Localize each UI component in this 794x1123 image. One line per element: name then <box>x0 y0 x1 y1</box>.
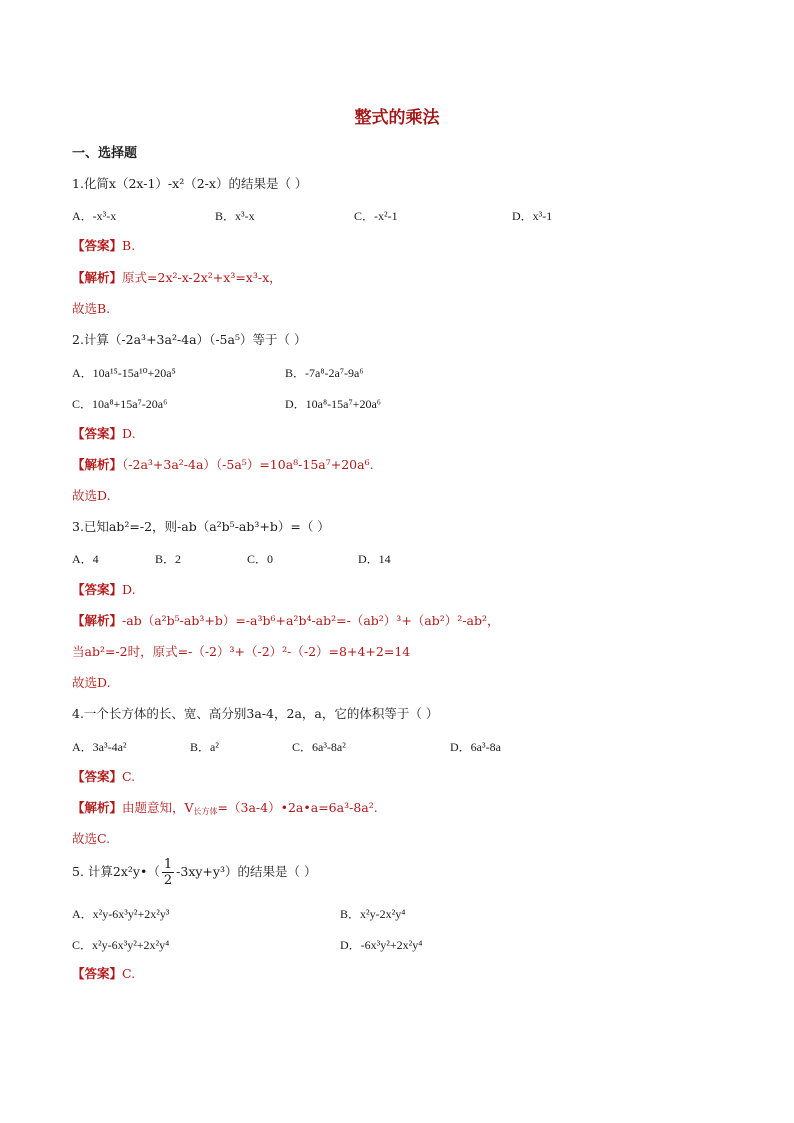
analysis-text: （-2a³+3a²-4a）（-5a⁵）=10a⁸-15a⁷+20a⁶. <box>122 457 374 472</box>
question-1-analysis <box>72 270 282 286</box>
question-1-stem: 1.化简x（2x-1）-x²（2-x）的结果是（ ） <box>72 176 308 191</box>
question-4-stem: 4.一个长方体的长、宽、高分别3a-4，2a，a，它的体积等于（ ） <box>72 706 439 721</box>
answer-value: C. <box>122 966 136 981</box>
question-3-analysis <box>72 613 499 629</box>
question-1-option-a: A．-x³-x <box>72 209 117 223</box>
question-3-option-b: B．2 <box>155 552 182 566</box>
question-2-answer <box>72 426 136 442</box>
fraction <box>162 857 174 888</box>
page-title: 整式的乘法 <box>354 108 440 128</box>
analysis-label: 【解析】 <box>72 800 123 815</box>
analysis-label: 【解析】 <box>72 270 123 285</box>
analysis-text-post: =（3a-4）•2a•a=6a³-8a². <box>217 800 378 815</box>
answer-value: C. <box>122 769 136 784</box>
analysis-text: -ab（a²b⁵-ab³+b）=-a³b⁶+a²b⁴-ab²=-（ab²）³+（ab²）²-ab²， <box>122 613 500 628</box>
question-3-option-d: D．14 <box>358 552 391 566</box>
question-3-extra: 当ab²=-2时，原式=-（-2）³+（-2）²-（-2）=8+4+2=14 <box>72 644 411 659</box>
question-3-option-a: A．4 <box>72 552 99 566</box>
question-1-conclusion: 故选B. <box>72 301 111 316</box>
question-1-option-d: D．x³-1 <box>512 209 553 223</box>
answer-label: 【答案】 <box>72 769 123 784</box>
question-1-option-c: C．-x²-1 <box>354 209 398 223</box>
analysis-text-pre: 由题意知，V <box>122 800 194 815</box>
question-4-answer <box>72 769 135 785</box>
question-1-answer <box>72 238 135 254</box>
analysis-label: 【解析】 <box>72 613 123 628</box>
answer-label: 【答案】 <box>72 238 123 253</box>
question-3-conclusion: 故选D. <box>72 675 111 690</box>
question-5-stem <box>72 857 316 888</box>
question-2-option-d: D．10a⁸-15a⁷+20a⁶ <box>285 397 381 411</box>
question-2-stem: 2.计算（-2a³+3a²-4a）（-5a⁵）等于（ ） <box>72 332 307 347</box>
question-5-option-b: B．x²y-2x²y⁴ <box>340 907 406 921</box>
question-2-option-a: A．10a¹⁵-15a¹⁰+20a⁵ <box>72 366 176 380</box>
analysis-label: 【解析】 <box>72 457 123 472</box>
question-2-conclusion: 故选D. <box>72 488 111 503</box>
question-5-option-a: A．x²y-6x³y²+2x²y³ <box>72 907 170 921</box>
stem-text-pre: 5. 计算2x²y•（ <box>72 864 160 879</box>
question-2-option-c: C．10a⁸+15a⁷-20a⁶ <box>72 397 168 411</box>
answer-value: D. <box>122 582 136 597</box>
question-5-answer <box>72 966 135 982</box>
answer-label: 【答案】 <box>72 966 123 981</box>
question-4-option-d: D．6a³-8a <box>450 740 501 754</box>
analysis-subscript: 长方体 <box>193 807 218 816</box>
answer-value: B. <box>122 238 136 253</box>
question-2-analysis <box>72 457 374 473</box>
question-3-answer <box>72 582 136 598</box>
question-3-stem: 3.已知ab²=-2，则-ab（a²b⁵-ab³+b）=（ ） <box>72 519 330 534</box>
answer-label: 【答案】 <box>72 426 123 441</box>
section-heading: 一、选择题 <box>72 146 138 161</box>
stem-text-post: -3xy+y³）的结果是（ ） <box>176 864 317 879</box>
question-4-option-c: C．6a³-8a² <box>292 740 346 754</box>
question-1-option-b: B．x³-x <box>215 209 255 223</box>
question-4-conclusion: 故选C. <box>72 831 111 846</box>
question-4-option-a: A．3a³-4a² <box>72 740 127 754</box>
fraction-numerator: 1 <box>163 857 173 872</box>
fraction-denominator: 2 <box>163 873 173 888</box>
answer-label: 【答案】 <box>72 582 123 597</box>
question-2-option-b: B．-7a⁸-2a⁷-9a⁶ <box>285 366 364 380</box>
question-4-analysis <box>72 800 378 820</box>
question-3-option-c: C．0 <box>247 552 274 566</box>
answer-value: D. <box>122 426 136 441</box>
question-5-option-d: D．-6x³y²+2x²y⁴ <box>340 938 423 952</box>
question-4-option-b: B．a² <box>190 740 219 754</box>
analysis-text: 原式=2x²-x-2x²+x³=x³-x， <box>122 270 282 285</box>
question-5-option-c: C．x²y-6x³y²+2x²y⁴ <box>72 938 170 952</box>
